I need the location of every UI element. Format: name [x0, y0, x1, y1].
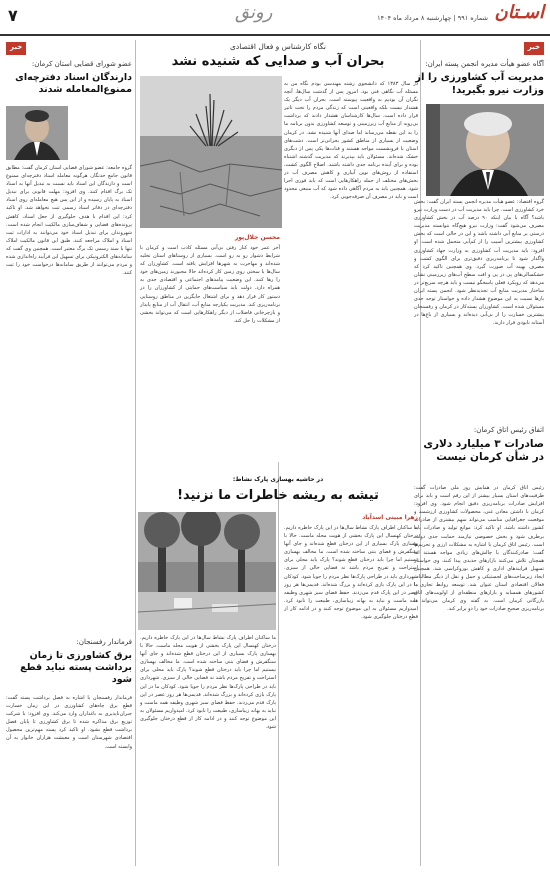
article-headline: برق کشاورزی تا زمان برداشت پسته نباید قطع شود: [20, 650, 132, 685]
article-kicker: اتفاق رئیس اتاق کرمان:: [473, 426, 544, 434]
article-kicker: آگاه عضو هیأت مدیره انجمن پسته ایران:: [425, 60, 544, 68]
official-photo: [6, 106, 68, 160]
article-kicker: در حاشیه بهسازی پارک نشاط:: [232, 476, 324, 483]
article-headline: مدیریت آب کشاورزی را از وزارت نیرو بگیرید!: [415, 72, 544, 96]
drought-photo: [140, 76, 282, 228]
article-headline: صادرات ۳ میلیارد دلاری در شأن کرمان نیست: [423, 438, 544, 464]
article-photo: [426, 104, 544, 196]
article-body: فرماندار رفسنجان با اشاره به فصل برداشت پسته گفت: قطع برق چاه‌های کشاورزی در این زمان خسارت جبران‌ناپذیری به باغداران وارد می‌کند. وی افزود: با شرکت توزیع برق مذاکره شده تا برق کشاورزی تا پایان فصل برداشت قطع نشود. او تاکید کرد پسته مهم‌ترین محصول اقتصادی شهرستان است و معیشت هزاران خانوار به آن وابسته است.: [6, 695, 132, 750]
page-header: [0, 0, 550, 36]
article-byline: محسن جلال‌پور: [234, 234, 280, 241]
section-masthead: رونق: [235, 2, 273, 23]
article-headline: دارندگان اسناد دفترچه‌ای ممنوع‌المعامله شدند: [15, 72, 132, 95]
article-byline: زهرا مبینی اسدآباد: [362, 514, 418, 521]
article-body: آخر عمر خود کنار رفتن بی‌آبی مسئله کاذب است و کرمان با شرایط دشوار رو به رو است. بسیاری از روستاهای استان تخلیه شده‌اند و مهاجرت به شهرها افزایش یافته است. کشاورزان که سال‌ها با سختی روی زمین کار کرده‌اند حالا مجبورند زمین‌های خود را رها کنند. این وضعیت پیامدهای اجتماعی و اقتصادی جدی به همراه دارد. دولت باید سیاست‌های حمایتی از کشاورزان را در دستور کار قرار دهد و برای اشتغال جایگزین در مناطق روستایی برنامه‌ریزی کند. مدیریت یکپارچه منابع آب، انتقال آب از منابع پایدار و بازچرخانی فاضلاب از دیگر راهکارهایی است که می‌تواند بخشی از مشکلات را حل کند.: [140, 245, 280, 324]
article-body: ما ساکنان اطراف پارک نشاط سال‌ها در این پارک خاطره داریم. درختان کهنسال این پارک بخشی از هویت محله ماست. حالا با بهسازی پارک بسیاری از این درختان قطع شده‌اند و جای آنها سنگفرش و فضای بتنی ساخته شده است. ما مخالف بهسازی نیستیم اما چرا باید درختان قطع شوند؟ پارک باید محلی برای استراحت و تفریح مردم باشد نه فضایی خالی از سبزی. شهرداری باید در طراحی پارک‌ها نظر مردم را جویا شود. کودکان ما در این پارک بازی کرده‌اند و بزرگ شده‌اند. قدیمی‌ها هر روز عصر در این پارک قدم می‌زدند. حفظ فضای سبز شهری وظیفه همه ماست و نباید به بهانه زیباسازی، طبیعت را نابود کرد. امیدواریم مسئولان به این موضوع توجه کنند و در ادامه کار از قطع درختان جلوگیری شود.: [140, 635, 276, 731]
article-kicker: نگاه کارشناس و فعال اقتصادی: [230, 42, 326, 51]
column-divider: [278, 462, 279, 866]
article-body: ما ساکنان اطراف پارک نشاط سال‌ها در این پارک خاطره داریم. درختان کهنسال این پارک بخشی از هویت محله ماست. حالا با بهسازی پارک بسیاری از این درختان قطع شده‌اند و جای آنها سنگفرش و فضای بتنی ساخته شده است. ما مخالف بهسازی نیستیم اما چرا باید درختان قطع شوند؟ پارک باید محلی برای استراحت و تفریح مردم باشد نه فضایی خالی از سبزی. شهرداری باید در طراحی پارک‌ها نظر مردم را جویا شود. کودکان ما در این پارک بازی کرده‌اند و بزرگ شده‌اند. قدیمی‌ها هر روز عصر در این پارک قدم می‌زدند. حفظ فضای سبز شهری وظیفه همه ماست و نباید به بهانه زیباسازی، طبیعت را نابود کرد. امیدواریم مسئولان به این موضوع توجه کنند و در ادامه کار از قطع درختان جلوگیری شود.: [284, 525, 418, 621]
column-divider: [135, 40, 136, 866]
park-photo: [138, 512, 276, 630]
article-kicker: عضو شورای قضایی استان کرمان:: [31, 60, 132, 68]
article-body: گروه جامعه: عضو شورای قضایی استان کرمان گفت: مطابق قانون جامع حدنگار، هرگونه معامله اسناد دفترچه‌ای ممنوع است و دارندگان این اسناد باید نسبت به تبدیل آنها به اسناد تک برگ اقدام کنند. وی افزود: مهلت قانونی برای تبدیل اسناد به پایان رسیده و از این پس هیچ معامله‌ای روی اسناد دفترچه‌ای در دفاتر اسناد رسمی ثبت نخواهد شد. او تاکید کرد: این اقدام با هدف جلوگیری از جعل اسناد، کاهش پرونده‌های قضایی و شفاف‌سازی مالکیت انجام شده است. شهروندان برای تبدیل اسناد خود می‌توانند به ادارات ثبت اسناد و املاک مراجعه کنند. طبق این قانون مالکیت املاک تنها با سند رسمی تک برگ معتبر است. همچنین وی گفت که سامانه‌های الکترونیکی برای تسهیل این فرآیند راه‌اندازی شده و مردم می‌توانند از طریق سامانه‌ها درخواست خود را ثبت کنند.: [6, 165, 132, 277]
section-tag: خبر: [524, 42, 544, 55]
article-body: گروه اقتصاد: عضو هیأت مدیره انجمن پسته ایران گفت: بخش خرد کشاورزی است. چرا باید مدیریت آب در دست وزارت نیرو باشد؟ آگاه با بیان اینکه ۹۰ درصد آب در بخش کشاورزی مصرف می‌شود گفت: وزارت نیرو هیچ‌گاه نتوانسته مدیریت درستی بر منابع آبی داشته باشد و این در حالی است که بخش کشاورزی بیشترین آسیب را از کم‌آبی متحمل شده است. او افزود: باید مدیریت آب کشاورزی به وزارت جهاد کشاورزی واگذار شود تا برنامه‌ریزی دقیق‌تری برای الگوی کشت و مصرف بهینه آب صورت گیرد. وی همچنین تاکید کرد که خشکسالی‌های پی در پی و افت سطح آب‌های زیرزمینی نشان می‌دهد که رویکرد فعلی پاسخگو نیست و باید هرچه سریع‌تر در ساختار مدیریت منابع آب تجدیدنظر شود. انجمن پسته ایران بارها نسبت به این موضوع هشدار داده و خواستار توجه جدی مسئولان شده است. کشاورزان پسته‌کار در کرمان و رفسنجان بیشترین خسارت را از بی‌آبی دیده‌اند و بسیاری از باغ‌ها در آستانه نابودی قرار دارند.: [414, 199, 544, 327]
article-body: در سال ۱۳۸۳ که دانشجوی رشته مهندسی بودم نگاه من به مسئله آب نگاهی فنی بود. امروز پس از گذشت سال‌ها، آنچه نگران آن بودیم به واقعیت پیوسته است. بحران آب دیگر یک هشدار نیست بلکه واقعیتی است که زندگی مردم را تحت تاثیر قرار داده است. سال‌ها کارشناسان هشدار دادند که برداشت بی‌رویه از منابع آب زیرزمینی و توسعه کشاورزی بدون برنامه ما را به این نقطه می‌رساند اما صدای آنها شنیده نشد. در کرمان وضعیت از بسیاری از مناطق کشور بحرانی‌تر است. دشت‌های استان با فرونشست مواجه هستند و قنات‌ها یکی پس از دیگری خشک شده‌اند. مسئولان باید بپذیرند که مدیریت گذشته اشتباه بوده و برای آینده برنامه جدی داشته باشند. اصلاح الگوی کشت، استفاده از روش‌های نوین آبیاری و کاهش مصرف آب در بخش‌های مختلف از جمله راهکارهایی است که باید فوری اجرا شود. همچنین باید به مردم آگاهی داده شود که آب منبعی محدود است و باید در مصرف آن صرفه‌جویی کرد.: [284, 81, 418, 201]
article-headline: تیشه به ریشه خاطرات ما نزنید!: [177, 488, 379, 503]
newspaper-logo: اسـتان: [494, 2, 544, 23]
article-headline: بحران آب و صدایی که شنیده نشد: [171, 54, 385, 69]
article-kicker: فرماندار رفسنجان:: [76, 638, 132, 646]
issue-info: شماره ۹۹۱ | چهارشنبه ۸ مرداد ماه ۱۴۰۴: [377, 14, 488, 22]
section-tag: خبر: [6, 42, 26, 55]
article-body: رئیس اتاق کرمان در همایش روز ملی صادرات گفت: ظرفیت‌های استان بسیار بیشتر از این رقم است و باید برای افزایش صادرات برنامه‌ریزی دقیق انجام شود. وی افزود: کرمان با داشتن معادن غنی، محصولات کشاورزی ارزشمند و موقعیت جغرافیایی مناسب می‌تواند سهم بیشتری از صادرات کشور داشته باشد. او تاکید کرد: موانع تولید و صادرات باید برطرف شود و بخش خصوصی نیازمند حمایت جدی دولت است. رئیس اتاق کرمان با اشاره به مشکلات ارزی و تحریم‌ها گفت: صادرکنندگان با چالش‌های زیادی مواجه هستند اما همچنان تلاش می‌کنند بازارهای جدیدی پیدا کنند. وی خواستار تسهیل فرایندهای اداری و کاهش بوروکراسی شد. همچنین ایجاد زیرساخت‌های لجستیکی و حمل و نقل از دیگر مطالبات فعالان اقتصادی استان عنوان شد. توسعه روابط تجاری با کشورهای همسایه و بازارهای منطقه‌ای از اولویت‌های اتاق بازرگانی کرمان است. به گفته وی کرمان می‌تواند با برنامه‌ریزی صحیح صادرات خود را دو برابر کند.: [414, 485, 544, 613]
page-number: ۷: [8, 6, 18, 25]
